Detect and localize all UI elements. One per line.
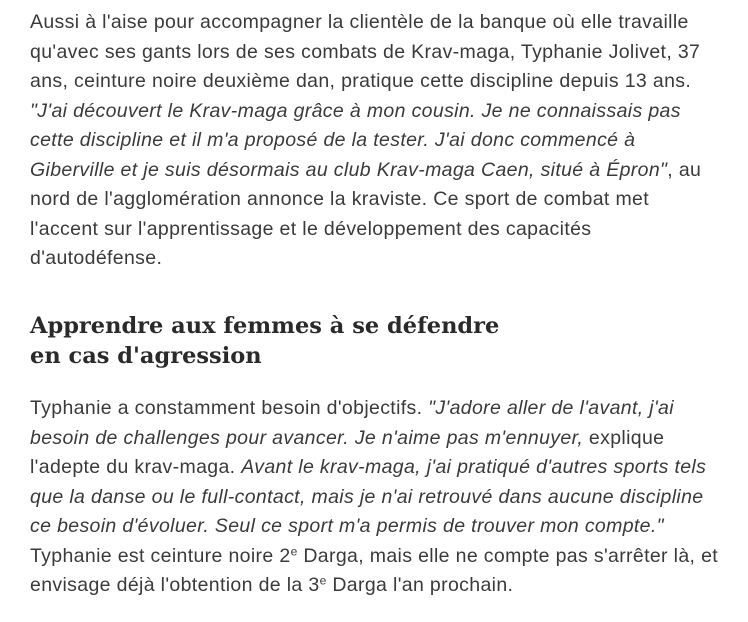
text-segment: Darga l'an prochain. [326, 574, 514, 596]
ordinal-superscript: e [319, 573, 327, 588]
section-heading-line-2: en cas d'agression [30, 343, 262, 369]
article-paragraph-objectives [30, 394, 720, 601]
ordinal-superscript: e [290, 543, 298, 558]
quote-segment: "J'adore aller de l'avant, j'ai besoin de challenges pour avancer. Je n'aime pas m'ennuyer, [30, 397, 674, 449]
text-segment: Aussi à l'aise pour accompagner la clientèle de la banque où elle travaille qu'avec ses gants lors de ses combats de Krav-maga, Typhanie Jolivet, 37 ans, ceinture noire deuxième dan, pratique cette discipline depuis 13 ans. [30, 11, 701, 92]
quote-segment: "J'ai découvert le Krav-maga grâce à mon cousin. Je ne connaissais pas cette discipline et il m'a proposé de la tester. J'ai donc commencé à Giberville et je suis désormais au club Krav-maga Caen, situé à Épron" [30, 99, 681, 181]
article-paragraph-intro [30, 8, 720, 274]
text-segment: Typhanie est ceinture noire 2 [30, 544, 291, 567]
text-segment: Typhanie a constamment besoin d'objectifs. [30, 397, 429, 419]
text-segment: Darga, mais elle ne compte pas s'arrêter là, et envisage déjà l'obtention de la 3 [30, 544, 719, 596]
section-heading-line-1: Apprendre aux femmes à se défendre [30, 313, 500, 339]
text-segment: explique l'adepte du krav-maga. [30, 426, 665, 478]
text-segment: , au nord de l'agglomération annonce la kraviste. Ce sport de combat met l'accent sur l'apprentissage et le développement des capacités d'autodéfense. [30, 158, 702, 269]
quote-segment: Avant le krav-maga, j'ai pratiqué d'autres sports tels que la danse ou le full-contact, mais je n'ai retrouvé dans aucune discipline ce besoin d'évoluer. Seul ce sport m'a permis de trouver mon compte." [30, 456, 707, 537]
section-heading [30, 311, 500, 371]
